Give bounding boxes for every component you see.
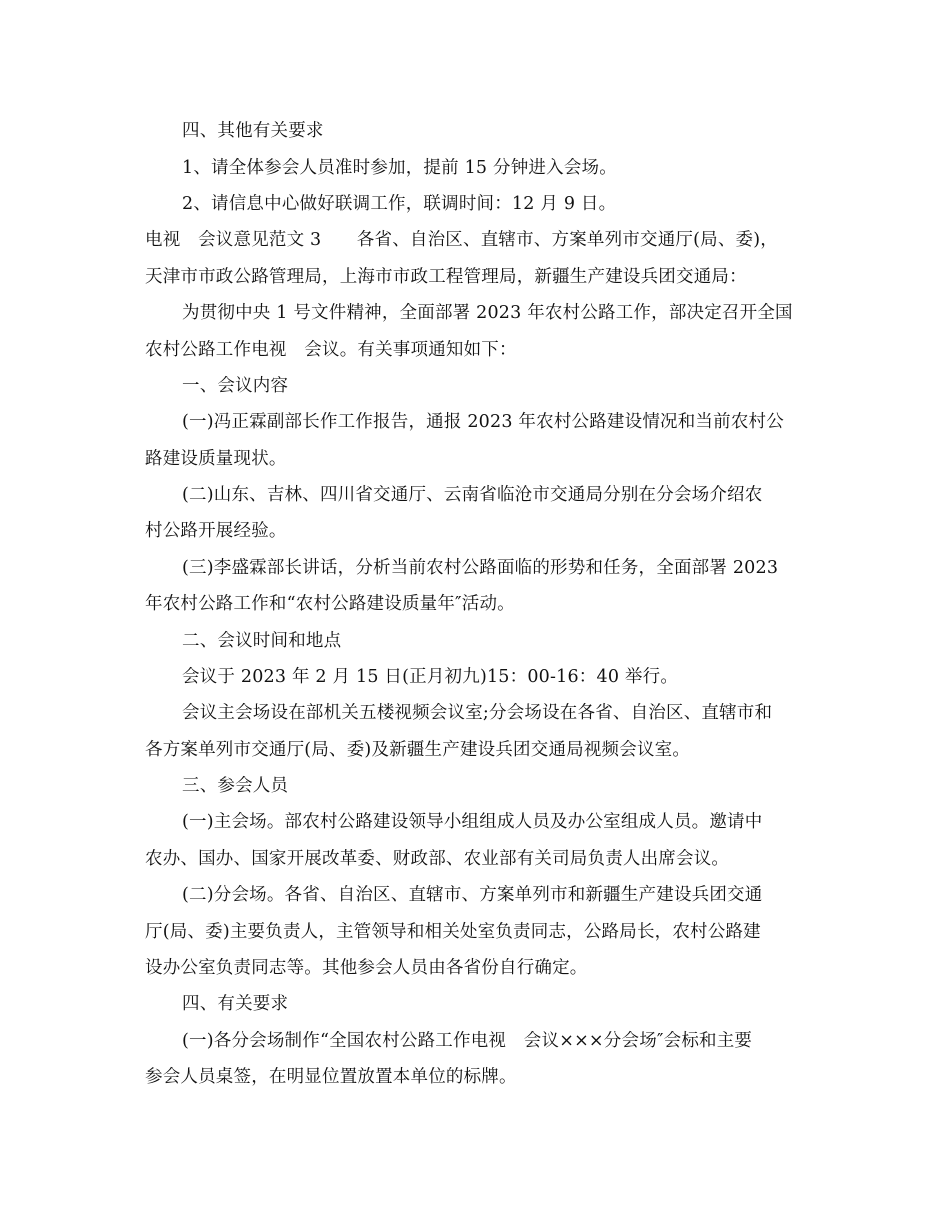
paragraph-line: 会议主会场设在部机关五楼视频会议室;分会场设在各省、自治区、直辖市和 <box>182 703 773 723</box>
section-heading-other-requirements: 四、其他有关要求 <box>182 121 324 141</box>
section-heading-time-place: 二、会议时间和地点 <box>182 631 342 651</box>
paragraph-line: 路建设质量现状。 <box>145 449 287 469</box>
paragraph-line: 天津市市政公路管理局，上海市市政工程管理局，新疆生产建设兵团交通局： <box>145 267 747 287</box>
paragraph-line: 会议于 2023 年 2 月 15 日(正月初九)15：00-16：40 举行。 <box>182 667 679 687</box>
paragraph-line: 村公路开展经验。 <box>145 521 287 541</box>
paragraph-line: 设办公室负责同志等。其他参会人员由各省份自行确定。 <box>145 958 588 978</box>
paragraph-line: 农办、国办、国家开展改革委、财政部、农业部有关司局负责人出席会议。 <box>145 849 730 869</box>
paragraph-line: (一)各分会场制作“全国农村公路工作电视 会议×××分会场″会标和主要 <box>182 1031 753 1051</box>
paragraph-line: 厅(局、委)主要负责人，主管领导和相关处室负责同志，公路局长，农村公路建 <box>145 922 761 942</box>
paragraph-line: 农村公路工作电视 会议。有关事项通知如下： <box>145 340 517 360</box>
paragraph-line: 参会人员桌签，在明显位置放置本单位的标牌。 <box>145 1067 517 1087</box>
paragraph-line: 2、请信息中心做好联调工作，联调时间：12 月 9 日。 <box>182 194 617 214</box>
paragraph-line: (二)分会场。各省、自治区、直辖市、方案单列市和新疆生产建设兵团交通 <box>182 885 763 905</box>
paragraph-line: (三)李盛霖部长讲话，分析当前农村公路面临的形势和任务，全面部署 2023 <box>182 558 779 578</box>
paragraph-line: (一)冯正霖副部长作工作报告，通报 2023 年农村公路建设情况和当前农村公 <box>182 412 784 432</box>
paragraph-line: 电视 会议意见范文 3 各省、自治区、直辖市、方案单列市交通厅(局、委)， <box>145 230 778 250</box>
section-heading-participants: 三、参会人员 <box>182 776 289 796</box>
paragraph-line: 各方案单列市交通厅(局、委)及新疆生产建设兵团交通局视频会议室。 <box>145 740 691 760</box>
paragraph-line: (一)主会场。部农村公路建设领导小组组成人员及办公室组成人员。邀请中 <box>182 812 763 832</box>
section-heading-requirements: 四、有关要求 <box>182 994 289 1014</box>
section-heading-meeting-content: 一、会议内容 <box>182 376 289 396</box>
paragraph-line: 1、请全体参会人员准时参加，提前 15 分钟进入会场。 <box>182 158 617 178</box>
paragraph-line: 为贯彻中央 1 号文件精神，全面部署 2023 年农村公路工作，部决定召开全国 <box>182 303 793 323</box>
paragraph-line: 年农村公路工作和“农村公路建设质量年″活动。 <box>145 594 515 614</box>
paragraph-line: (二)山东、吉林、四川省交通厅、云南省临沧市交通局分别在分会场介绍农 <box>182 485 763 505</box>
